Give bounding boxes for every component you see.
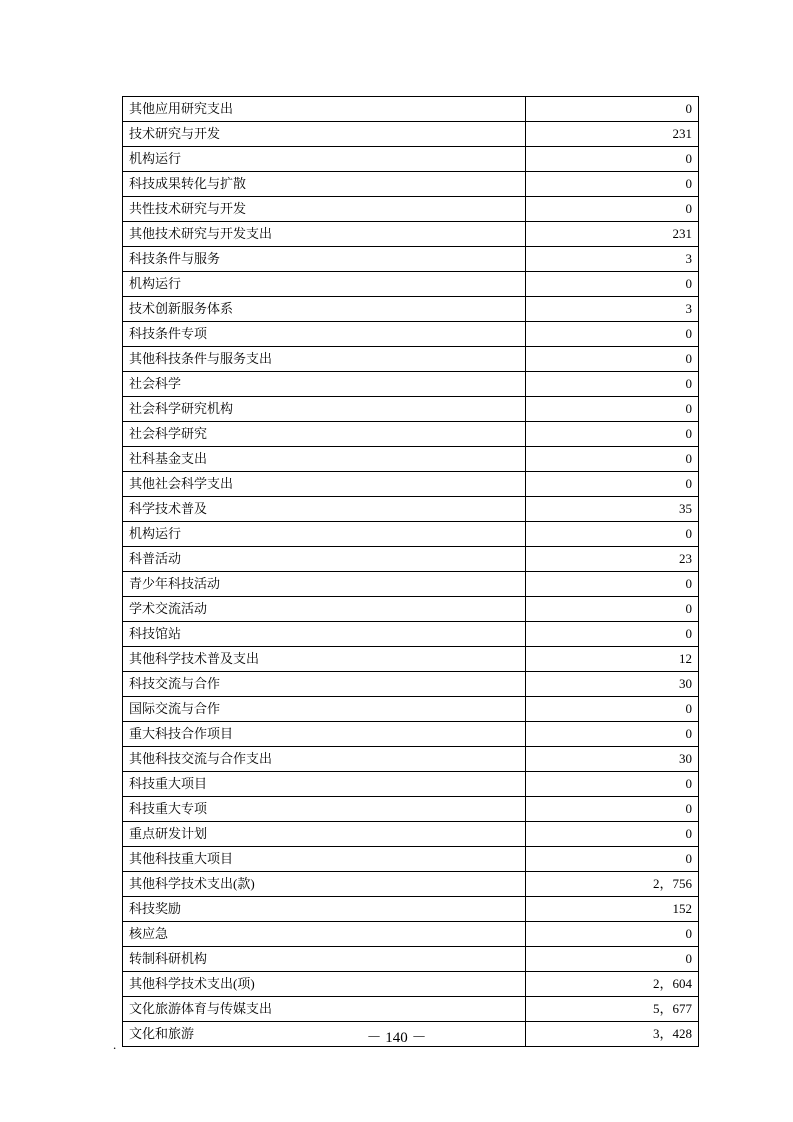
table-row xyxy=(123,872,699,897)
row-value: 152 xyxy=(526,897,699,922)
row-label: 青少年科技活动 xyxy=(123,572,526,597)
table-row xyxy=(123,672,699,697)
budget-table xyxy=(122,96,699,1047)
row-label: 文化旅游体育与传媒支出 xyxy=(123,997,526,1022)
table-row xyxy=(123,622,699,647)
table-row xyxy=(123,722,699,747)
table-row xyxy=(123,572,699,597)
table-row xyxy=(123,822,699,847)
row-label: 科技馆站 xyxy=(123,622,526,647)
budget-table-body xyxy=(123,97,699,1047)
table-row xyxy=(123,422,699,447)
row-value: 30 xyxy=(526,672,699,697)
row-label: 社会科学研究 xyxy=(123,422,526,447)
row-value: 0 xyxy=(526,422,699,447)
row-label: 其他科学技术支出(项) xyxy=(123,972,526,997)
row-value: 23 xyxy=(526,547,699,572)
table-row xyxy=(123,647,699,672)
row-label: 科技交流与合作 xyxy=(123,672,526,697)
row-value: 231 xyxy=(526,222,699,247)
row-value: 35 xyxy=(526,497,699,522)
table-row xyxy=(123,197,699,222)
row-value: 0 xyxy=(526,397,699,422)
row-value: 3，428 xyxy=(526,1022,699,1047)
corner-mark: . xyxy=(113,1037,117,1052)
row-value: 12 xyxy=(526,647,699,672)
row-value: 0 xyxy=(526,772,699,797)
table-row xyxy=(123,147,699,172)
table-row xyxy=(123,947,699,972)
row-value: 5，677 xyxy=(526,997,699,1022)
row-value: 0 xyxy=(526,147,699,172)
row-label: 科技条件专项 xyxy=(123,322,526,347)
row-label: 转制科研机构 xyxy=(123,947,526,972)
table-row xyxy=(123,397,699,422)
row-value: 0 xyxy=(526,322,699,347)
row-label: 科普活动 xyxy=(123,547,526,572)
table-row xyxy=(123,122,699,147)
row-label: 其他技术研究与开发支出 xyxy=(123,222,526,247)
row-label: 学术交流活动 xyxy=(123,597,526,622)
row-value: 0 xyxy=(526,922,699,947)
row-label: 其他科技重大项目 xyxy=(123,847,526,872)
row-label: 社会科学 xyxy=(123,372,526,397)
page-footer: － 140 － xyxy=(366,1030,427,1046)
row-label: 社科基金支出 xyxy=(123,447,526,472)
row-value: 0 xyxy=(526,522,699,547)
row-label: 文化和旅游 xyxy=(123,1022,526,1047)
table-row xyxy=(123,297,699,322)
row-label: 其他科技条件与服务支出 xyxy=(123,347,526,372)
table-row xyxy=(123,97,699,122)
table-row xyxy=(123,897,699,922)
row-value: 0 xyxy=(526,597,699,622)
row-label: 技术创新服务体系 xyxy=(123,297,526,322)
row-label: 国际交流与合作 xyxy=(123,697,526,722)
row-label: 重大科技合作项目 xyxy=(123,722,526,747)
row-value: 0 xyxy=(526,722,699,747)
table-row xyxy=(123,547,699,572)
row-value: 30 xyxy=(526,747,699,772)
row-value: 3 xyxy=(526,297,699,322)
row-label: 共性技术研究与开发 xyxy=(123,197,526,222)
table-row xyxy=(123,372,699,397)
row-label: 科技重大项目 xyxy=(123,772,526,797)
row-label: 机构运行 xyxy=(123,272,526,297)
row-label: 其他应用研究支出 xyxy=(123,97,526,122)
row-value: 0 xyxy=(526,447,699,472)
row-value: 0 xyxy=(526,697,699,722)
table-row xyxy=(123,447,699,472)
table-row xyxy=(123,597,699,622)
row-label: 其他科学技术普及支出 xyxy=(123,647,526,672)
table-row xyxy=(123,172,699,197)
table-row xyxy=(123,497,699,522)
row-value: 0 xyxy=(526,472,699,497)
table-row xyxy=(123,697,699,722)
row-label: 科技条件与服务 xyxy=(123,247,526,272)
row-label: 技术研究与开发 xyxy=(123,122,526,147)
table-row xyxy=(123,347,699,372)
row-value: 0 xyxy=(526,847,699,872)
table-row xyxy=(123,522,699,547)
row-value: 2，756 xyxy=(526,872,699,897)
table-row xyxy=(123,847,699,872)
table-row xyxy=(123,922,699,947)
table-row xyxy=(123,322,699,347)
row-label: 重点研发计划 xyxy=(123,822,526,847)
row-value: 0 xyxy=(526,172,699,197)
row-label: 机构运行 xyxy=(123,522,526,547)
table-row xyxy=(123,797,699,822)
row-value: 0 xyxy=(526,347,699,372)
row-value: 0 xyxy=(526,572,699,597)
table-row xyxy=(123,272,699,297)
row-value: 0 xyxy=(526,272,699,297)
row-value: 0 xyxy=(526,372,699,397)
row-value: 0 xyxy=(526,797,699,822)
row-value: 231 xyxy=(526,122,699,147)
row-label: 机构运行 xyxy=(123,147,526,172)
table-row xyxy=(123,747,699,772)
row-label: 科技成果转化与扩散 xyxy=(123,172,526,197)
table-row xyxy=(123,997,699,1022)
row-label: 科学技术普及 xyxy=(123,497,526,522)
table-row xyxy=(123,472,699,497)
row-label: 其他科技交流与合作支出 xyxy=(123,747,526,772)
row-value: 0 xyxy=(526,97,699,122)
row-label: 核应急 xyxy=(123,922,526,947)
row-label: 其他科学技术支出(款) xyxy=(123,872,526,897)
row-label: 科技奖励 xyxy=(123,897,526,922)
row-value: 0 xyxy=(526,947,699,972)
row-label: 科技重大专项 xyxy=(123,797,526,822)
table-row xyxy=(123,772,699,797)
row-value: 3 xyxy=(526,247,699,272)
row-label: 社会科学研究机构 xyxy=(123,397,526,422)
table-row xyxy=(123,222,699,247)
table-row xyxy=(123,972,699,997)
table-row xyxy=(123,247,699,272)
row-value: 2，604 xyxy=(526,972,699,997)
row-label: 其他社会科学支出 xyxy=(123,472,526,497)
row-value: 0 xyxy=(526,197,699,222)
row-value: 0 xyxy=(526,822,699,847)
row-value: 0 xyxy=(526,622,699,647)
